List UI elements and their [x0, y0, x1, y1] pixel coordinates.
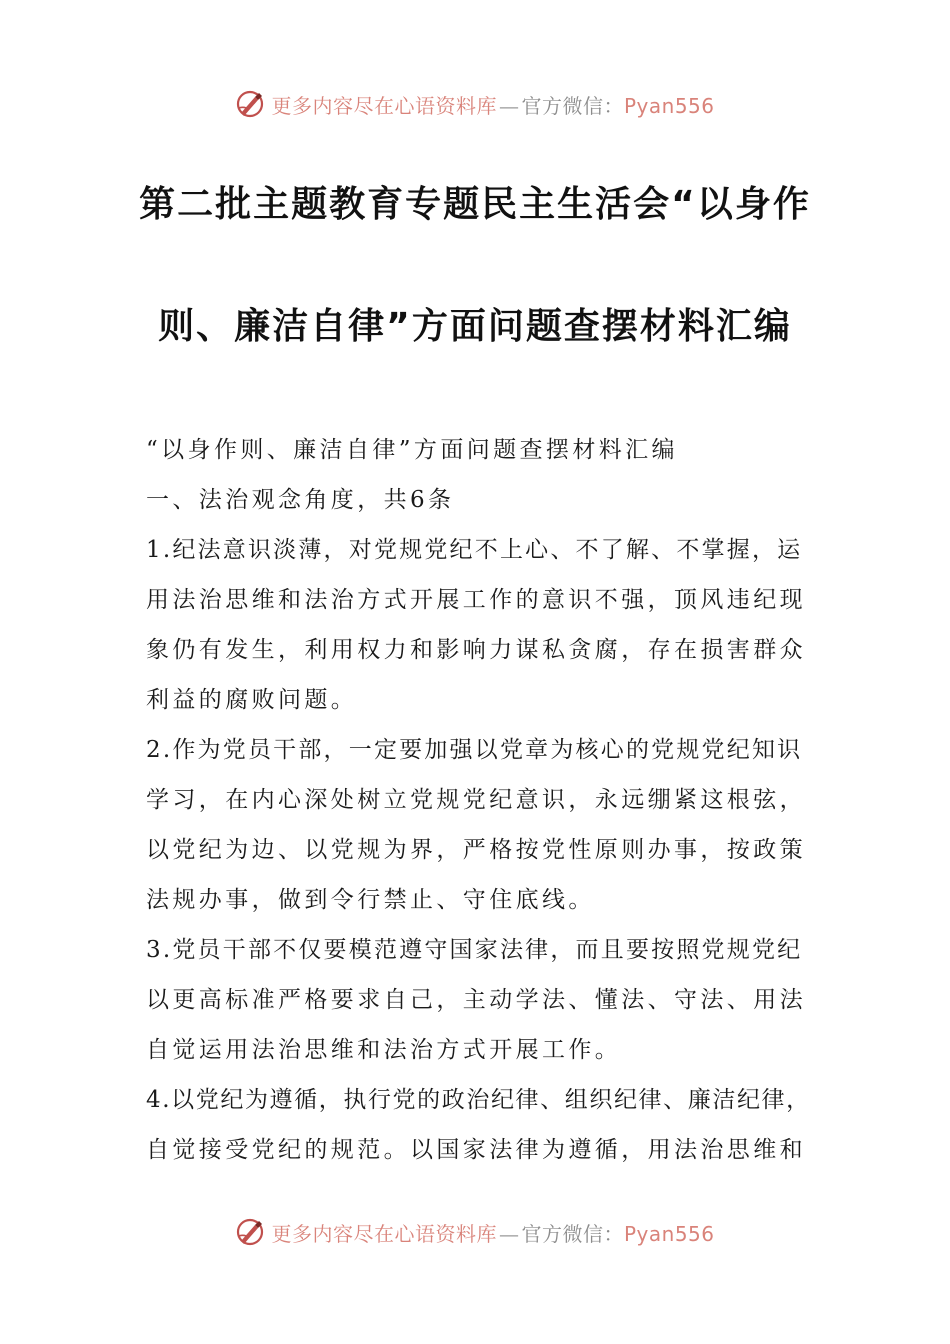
document-title-line-2: 则、廉洁自律”方面问题查摆材料汇编 — [158, 306, 792, 347]
document-title-line-1: 第二批主题教育专题民主生活会“以身作 — [139, 184, 811, 225]
pen-circle-logo-icon — [235, 89, 265, 119]
paragraph-line: 4.以党纪为遵循，执行党的政治纪律、组织纪律、廉洁纪律， — [146, 1087, 811, 1113]
watermark-wechat-id: Pyan556 — [623, 1221, 715, 1246]
paragraph-line: 自觉运用法治思维和法治方式开展工作。 — [146, 1037, 622, 1063]
document-body — [146, 425, 818, 1175]
paragraph-line: 自觉接受党纪的规范。以国家法律为遵循，用法治思维和 — [146, 1137, 806, 1163]
watermark-wechat-id: Pyan556 — [623, 93, 715, 118]
section-heading: 一、法治观念角度，共6条 — [146, 487, 455, 513]
paragraph-line: 2.作为党员干部，一定要加强以党章为核心的党规党纪知识 — [146, 737, 803, 763]
section-subtitle: “以身作则、廉洁自律”方面问题查摆材料汇编 — [146, 437, 678, 463]
paragraph-line: 3.党员干部不仅要模范遵守国家法律，而且要按照党规党纪 — [146, 937, 803, 963]
paragraph-line: 利益的腐败问题。 — [146, 687, 358, 713]
watermark-separator: — — [498, 93, 520, 118]
paragraph-line: 以更高标准严格要求自己，主动学法、懂法、守法、用法 — [146, 987, 806, 1013]
pen-circle-logo-icon — [235, 1217, 265, 1247]
paragraph-line: 用法治思维和法治方式开展工作的意识不强，顶风违纪现 — [146, 587, 806, 613]
paragraph-line: 学习，在内心深处树立党规党纪意识，永远绷紧这根弦， — [146, 787, 806, 813]
footer-watermark-banner — [0, 1212, 950, 1252]
watermark-wechat-label: 官方微信： — [521, 1221, 624, 1246]
watermark-prefix: 更多内容尽在心语资料库 — [271, 1221, 497, 1246]
watermark-prefix: 更多内容尽在心语资料库 — [271, 93, 497, 118]
watermark-wechat-label: 官方微信： — [521, 93, 624, 118]
watermark-separator: — — [498, 1221, 520, 1246]
watermark-text — [271, 90, 714, 119]
header-watermark-banner — [0, 84, 950, 124]
paragraph-line: 象仍有发生，利用权力和影响力谋私贪腐，存在损害群众 — [146, 637, 806, 663]
paragraph-line: 以党纪为边、以党规为界，严格按党性原则办事，按政策 — [146, 837, 806, 863]
paragraph-line: 1.纪法意识淡薄，对党规党纪不上心、不了解、不掌握，运 — [146, 537, 803, 563]
watermark-text — [271, 1218, 714, 1247]
paragraph-line: 法规办事，做到令行禁止、守住底线。 — [146, 887, 595, 913]
